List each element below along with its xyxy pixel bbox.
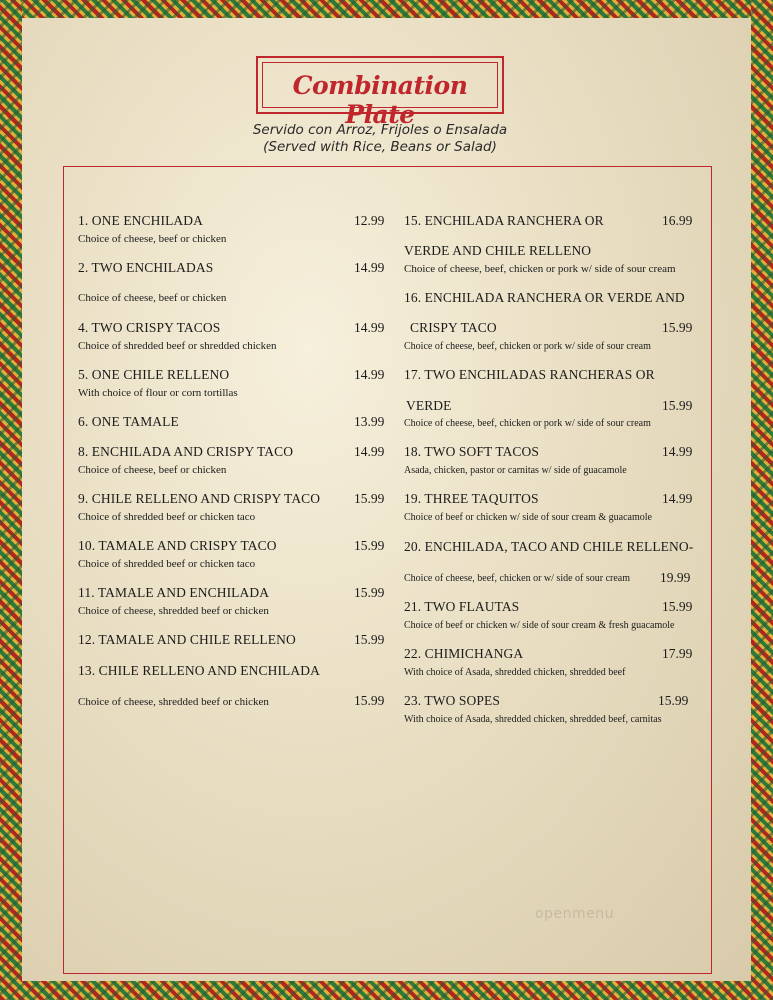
- menu-item-price: 17.99: [662, 646, 693, 661]
- menu-item-desc: Choice of cheese, beef, chicken or w/ side of sour cream: [404, 573, 631, 584]
- menu-item-name: 1. ONE ENCHILADA: [78, 213, 203, 228]
- menu-item-desc: Choice of cheese, shredded beef or chicken: [78, 605, 269, 617]
- menu-item-name: 9. CHILE RELLENO AND CRISPY TACO: [78, 491, 321, 506]
- menu-item-price: 14.99: [354, 320, 385, 335]
- menu-item-desc: With choice of Asada, shredded chicken, shredded beef: [404, 667, 626, 678]
- title-banner: [256, 56, 504, 129]
- menu-item-name: 22. CHIMICHANGA: [404, 646, 524, 661]
- menu-item-price: 15.99: [662, 320, 693, 335]
- menu-item-name: 5. ONE CHILE RELLENO: [78, 367, 230, 382]
- menu-item-desc: Choice of cheese, beef, chicken or pork w/ side of sour cream: [404, 341, 651, 352]
- menu-item-desc: Choice of cheese, beef, chicken or pork w/ side of sour cream: [404, 263, 676, 275]
- menu-item-name-cont: VERDE: [406, 398, 452, 413]
- menu-item-name: 4. TWO CRISPY TACOS: [78, 320, 221, 335]
- menu-item-name: 15. ENCHILADA RANCHERA OR: [404, 213, 604, 228]
- menu-item-name: 10. TAMALE AND CRISPY TACO: [78, 538, 277, 553]
- border-top: [0, 0, 773, 18]
- watermark: openmenu: [535, 906, 614, 922]
- menu-item-name: 11. TAMALE AND ENCHILADA: [78, 585, 270, 600]
- menu-item-name: 17. TWO ENCHILADAS RANCHERAS OR: [404, 367, 655, 382]
- page-title: Combination Plate: [292, 71, 468, 129]
- menu-item-desc: Choice of shredded beef or shredded chicken: [78, 340, 277, 352]
- menu-item-desc: Choice of beef or chicken w/ side of sour cream & fresh guacamole: [404, 620, 675, 631]
- menu-item-name: 12. TAMALE AND CHILE RELLENO: [78, 632, 296, 647]
- menu-item-price: 14.99: [662, 491, 693, 506]
- border-bottom: [0, 981, 773, 1000]
- menu-item-price: 15.99: [354, 491, 385, 506]
- menu-item-name-cont: CRISPY TACO: [410, 320, 497, 335]
- menu-item-name: 8. ENCHILADA AND CRISPY TACO: [78, 444, 294, 459]
- menu-item-price: 14.99: [354, 260, 385, 275]
- menu-item-price: 19.99: [660, 570, 691, 585]
- menu-item-desc: Asada, chicken, pastor or carnitas w/ side of guacamole: [404, 465, 627, 476]
- menu-item-price: 12.99: [354, 213, 385, 228]
- menu-item-price: 15.99: [354, 632, 385, 647]
- menu-item-desc: Choice of beef or chicken w/ side of sour cream & guacamole: [404, 512, 652, 523]
- menu-item-price: 15.99: [354, 693, 385, 708]
- menu-item-desc: Choice of cheese, beef, chicken or pork w/ side of sour cream: [404, 418, 651, 429]
- menu-item-desc: Choice of shredded beef or chicken taco: [78, 558, 256, 570]
- menu-item-name: 21. TWO FLAUTAS: [404, 599, 520, 614]
- menu-item-price: 14.99: [662, 444, 693, 459]
- border-left: [0, 0, 22, 1000]
- menu-item-price: 14.99: [354, 444, 385, 459]
- menu-item-desc: Choice of cheese, shredded beef or chicken: [78, 696, 269, 708]
- menu-item-desc: Choice of cheese, beef or chicken: [78, 292, 227, 304]
- menu-item-desc: With choice of flour or corn tortillas: [78, 387, 238, 399]
- subtitle-spanish: Servido con Arroz, Frijoles o Ensalada: [252, 122, 508, 138]
- menu-item-name: 20. ENCHILADA, TACO AND CHILE RELLENO-: [404, 539, 694, 554]
- border-right: [751, 0, 773, 1000]
- menu-item-price: 15.99: [354, 585, 385, 600]
- menu-item-name: 18. TWO SOFT TACOS: [404, 444, 539, 459]
- menu-item-name: 6. ONE TAMALE: [78, 414, 179, 429]
- menu-item-desc: Choice of cheese, beef or chicken: [78, 464, 227, 476]
- menu-item-name: 2. TWO ENCHILADAS: [78, 260, 214, 275]
- menu-item-price: 15.99: [662, 599, 693, 614]
- menu-item-price: 15.99: [354, 538, 385, 553]
- menu-item-name: 13. CHILE RELLENO AND ENCHILADA: [78, 663, 320, 678]
- menu-item-price: 16.99: [662, 213, 693, 228]
- menu-item-price: 14.99: [354, 367, 385, 382]
- menu-frame: [63, 166, 712, 974]
- menu-item-price: 13.99: [354, 414, 385, 429]
- menu-item-name: 23. TWO SOPES: [404, 693, 500, 708]
- menu-item-name: 16. ENCHILADA RANCHERA OR VERDE AND: [404, 290, 685, 305]
- menu-item-price: 15.99: [658, 693, 689, 708]
- subtitle-english: (Served with Rice, Beans or Salad): [263, 139, 497, 155]
- menu-item-name-cont: VERDE AND CHILE RELLENO: [404, 243, 592, 258]
- menu-item-desc: Choice of cheese, beef or chicken: [78, 233, 227, 245]
- menu-item-desc: Choice of shredded beef or chicken taco: [78, 511, 256, 523]
- menu-item-price: 15.99: [662, 398, 693, 413]
- menu-item-desc: With choice of Asada, shredded chicken, shredded beef, carnitas: [404, 714, 662, 725]
- menu-item-name: 19. THREE TAQUITOS: [404, 491, 539, 506]
